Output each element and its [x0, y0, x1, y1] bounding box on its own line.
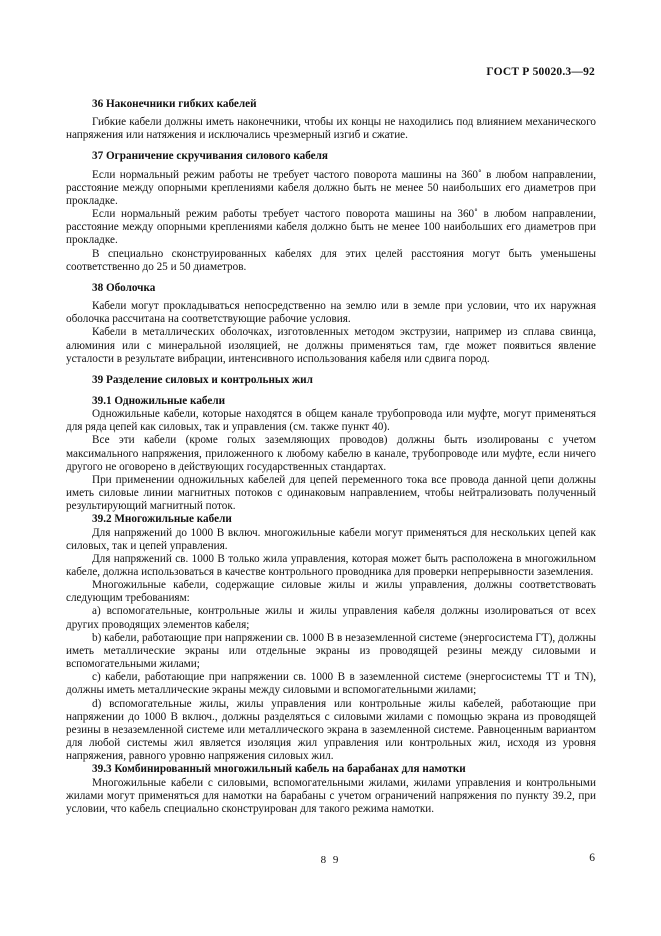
subsection-39-1-heading: 39.1 Одножильные кабели — [92, 394, 226, 407]
document-body — [66, 98, 596, 816]
paragraph: Кабели в металлических оболочках, изготовленных методом экструзии, например из сплава свинца, алюминия или с минеральной изоляцией, не должны применяться там, где может появиться явление усталости в результате вибрации, интенсивного использования кабеля или сдвига пород. — [66, 326, 596, 365]
paragraph: При применении одножильных кабелей для цепей переменного тока все провода данной цепи должны иметь силовые линии магнитных потоков с одинаковым направлением, чтобы нейтрализовать полученный результирующий магнитный поток. — [66, 473, 596, 513]
paragraph: Для напряжений до 1000 В включ. многожильные кабели могут применяться для нескольких цепей как силовых, так и цепей управления. — [66, 526, 596, 552]
paragraph: Одножильные кабели, которые находятся в общем канале трубопровода или муфте, могут применяться для ряда цепей как силовых, так и управления (см. также пункт 40). — [66, 408, 596, 434]
paragraph: Если нормальный режим работы не требует частого поворота машины на 360˚ в любом направлении, расстояние между опорными креплениями кабеля должно быть не менее 50 наибольших его диаметров при прокладке. — [66, 168, 596, 207]
footer-center-number: 8 9 — [320, 854, 341, 866]
paragraph: Все эти кабели (кроме голых заземляющих проводов) должны быть изолированы с учетом максимального напряжения, приложенного к любому кабелю в канале, трубопроводе или муфте, если ничего другого не оговорено в действующих государственных стандартах. — [66, 434, 596, 473]
list-item-d: d) вспомогательные жилы, жилы управления или контрольные жилы кабелей, работающие при напряжении до 1000 В включ., должны разделяться с силовыми жилами с помощью экрана из проводящей резины в незаземленной системе или металлического экрана в заземленной системе. Равноценным вариантом для любой системы жил является изоляция жил управления или контрольных жил, исходя из уровня напряжения, равного уровню напряжения силовых жил. — [66, 697, 596, 763]
section-39-heading: 39 Разделение силовых и контрольных жил — [92, 373, 313, 386]
page-number: 6 — [589, 852, 595, 864]
section-36-heading: 36 Наконечники гибких кабелей — [92, 98, 257, 110]
subsection-39-2-heading: 39.2 Многожильные кабели — [92, 513, 232, 526]
list-item-b: b) кабели, работающие при напряжении св. 1000 В в незаземленной системе (энергосистема ГТ), должны иметь металлические экраны или отдельные экраны из проводящей резины между силовыми и вспомогательными жилами; — [66, 631, 596, 671]
paragraph: В специально сконструированных кабелях для этих целей расстояния могут быть уменьшены соответственно до 25 и 50 диаметров. — [66, 247, 596, 273]
paragraph: Многожильные кабели с силовыми, вспомогательными жилами, жилами управления и контрольными жилами могут применяться для намотки на барабаны с учетом ограничений напряжения по пункту 39.2, при условии, что кабель специально сконструирован для такого режима намотки. — [66, 776, 596, 815]
paragraph: Кабели могут прокладываться непосредственно на землю или в земле при условии, что их наружная оболочка рассчитана на соответствующие рабочие условия. — [66, 300, 596, 326]
paragraph: Если нормальный режим работы требует частого поворота машины на 360˚ в любом направлении, расстояние между опорными креплениями кабеля должно быть не менее 100 наибольших его диаметров при прокладке. — [66, 208, 596, 247]
paragraph: Гибкие кабели должны иметь наконечники, чтобы их концы не находились под влиянием механического напряжения или натяжения и исключались чрезмерный изгиб и сжатие. — [66, 116, 596, 142]
subsection-39-3-heading: 39.3 Комбинированный многожильный кабель на барабанах для намотки — [92, 763, 466, 776]
paragraph: Многожильные кабели, содержащие силовые жилы и жилы управления, должны соответствовать следующим требованиям: — [66, 579, 596, 605]
list-item-a: а) вспомогательные, контрольные жилы и жилы управления кабеля должны изолироваться от всех других проводящих элементов кабеля; — [66, 605, 596, 631]
section-38-heading: 38 Оболочка — [92, 281, 156, 294]
paragraph: Для напряжений св. 1000 В только жила управления, которая может быть расположена в многожильном кабеле, должна использоваться в качестве контрольного проводника для проверки непрерывности заземления. — [66, 552, 596, 578]
list-item-c: c) кабели, работающие при напряжении св. 1000 В в заземленной системе (энергосистемы ТТ и TN), должны иметь металлические экраны между силовыми и вспомогательными жилами; — [66, 671, 596, 697]
section-37-heading: 37 Ограничение скручивания силового кабеля — [92, 150, 328, 163]
standard-designation: ГОСТ Р 50020.3—92 — [486, 66, 595, 78]
